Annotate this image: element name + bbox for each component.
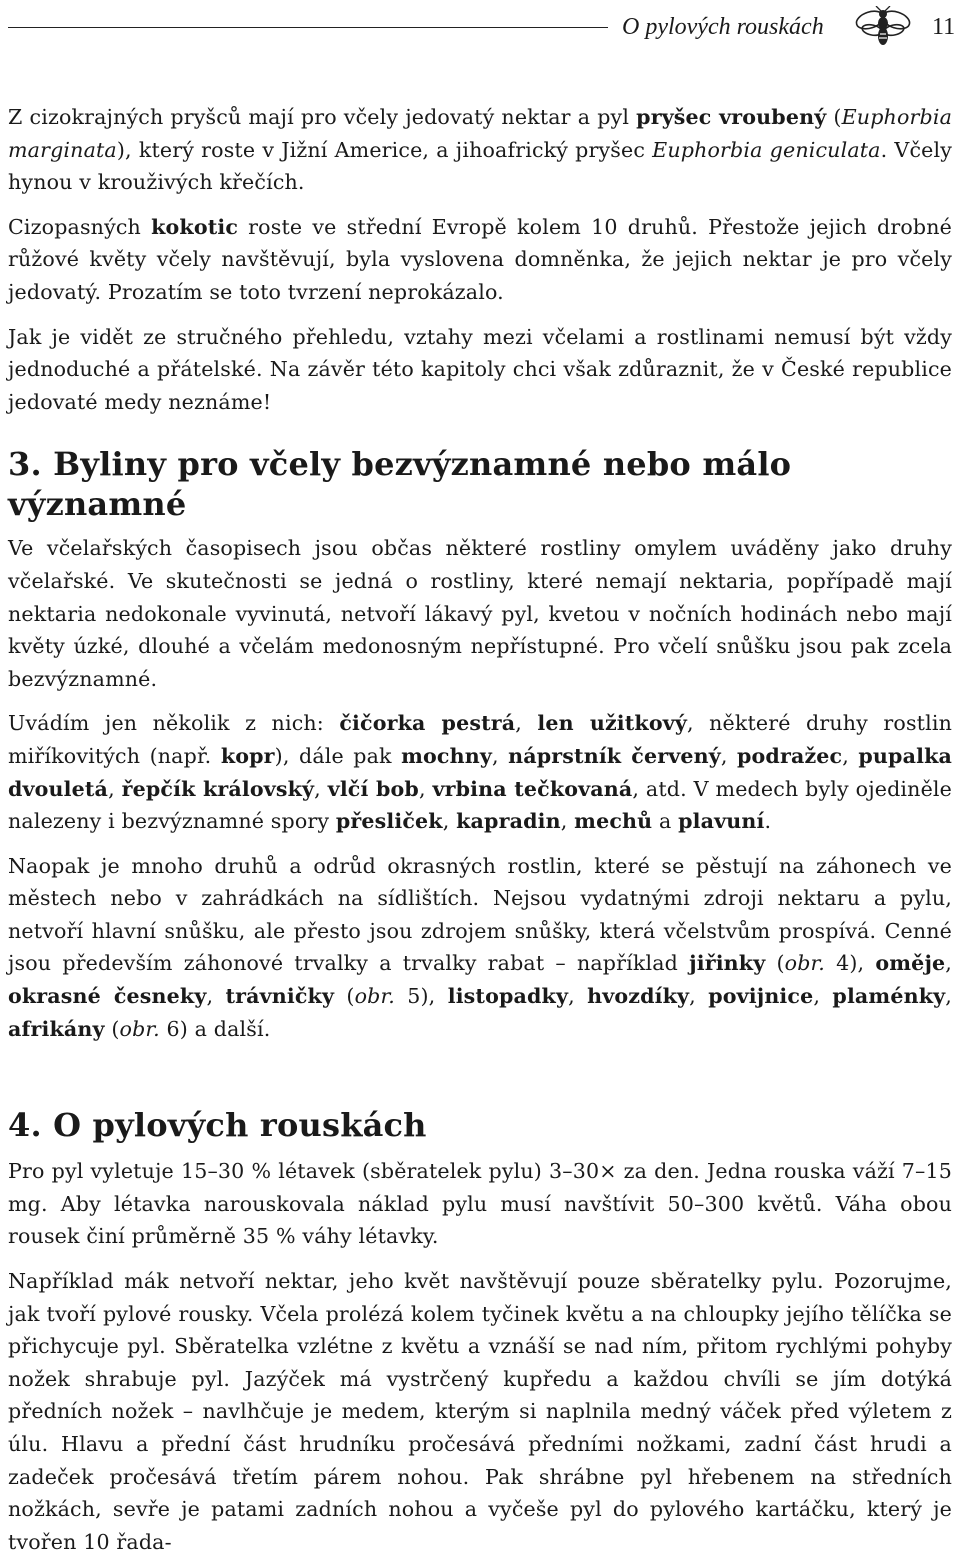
paragraph: Uvádím jen několik z nich: čičorka pestrá, len užitkový, některé druhy rostlin miříkovitých (např. kopr), dále pak mochny, náprstník červený, podražec, pupalka dvouletá, řepčík královský, vlčí bob, vrbina tečkovaná, atd. V medech byly ojediněle nalezeny i bezvýznamné spory přesliček, kapradin, mechů a plavuní. bbox=[8, 711, 952, 834]
paragraph: Ve včelařských časopisech jsou občas některé rostliny omylem uváděny jako druhy včelařské. Ve skutečnosti se jedná o rostliny, které nemají nektaria, popřípadě mají nektaria nedokonale vyvinutá, netvoří lákavý pyl, kvetou v nočních hodinách nebo mají květy úzké, dlouhé a včelám medonosným nepřístupné. Pro včelí snůšku jsou pak zcela bezvýznamné. bbox=[8, 536, 952, 691]
running-title: O pylových rouskách bbox=[622, 14, 824, 40]
bee-icon bbox=[854, 6, 912, 46]
section-heading: 3. Byliny pro včely bezvýznamné nebo málo významné bbox=[8, 445, 792, 524]
paragraph: Z cizokrajných pryšců mají pro včely jedovatý nektar a pyl pryšec vroubený (Euphorbia marginata), který roste v Jižní Americe, a jihoafrický pryšec Euphorbia geniculata. Včely hynou v krouživých křečích. bbox=[8, 105, 952, 195]
running-header bbox=[8, 6, 956, 50]
paragraph: Pro pyl vyletuje 15–30 % létavek (sběratelek pylu) 3–30× za den. Jedna rouska váží 7–15 mg. Aby létavka narouskovala náklad pylu musí navštívit 50–300 květů. Váha obou rousek činí průměrně 35 % váhy létavky. bbox=[8, 1159, 952, 1249]
paragraph: Jak je vidět ze stručného přehledu, vztahy mezi včelami a rostlinami nemusí být vždy jednoduché a přátelské. Na závěr této kapitoly chci však zdůraznit, že v České republice jedovaté medy neznáme! bbox=[8, 324, 952, 414]
page-number: 11 bbox=[932, 14, 956, 40]
paragraph: Naopak je mnoho druhů a odrůd okrasných rostlin, které se pěstují na záhonech ve městech nebo v zahrádkách na sídlištích. Nejsou vydatnými zdroji nektaru a pylu, netvoří hlavní snůšku, ale přesto jsou zdrojem snůšky, která včelstvům prospívá. Cenné jsou především záhonové trvalky a trvalky rabat – například jiřinky (obr. 4), oměje, okrasné česneky, trávničky (obr. 5), listopadky, hvozdíky, povijnice, plaménky, afrikány (obr. 6) a další. bbox=[8, 853, 952, 1041]
paragraph: Cizopasných kokotic roste ve střední Evropě kolem 10 druhů. Přestože jejich drobné růžové květy včely navštěvují, byla vyslovena domněnka, že jejich nektar je pro včely jedovatý. Prozatím se toto tvrzení neprokázalo. bbox=[8, 214, 952, 304]
page-content bbox=[8, 101, 952, 1558]
paragraph: Například mák netvoří nektar, jeho květ navštěvují pouze sběratelky pylu. Pozorujme, jak tvoří pylové rousky. Včela prolézá kolem tyčinek květu a na chloupky jejího tělíčka se přichycuje pyl. Sběratelka vzlétne z květu a vznáší se nad ním, přitom rychlými pohyby nožek shrabuje pyl. Jazýček má vystrčený kupředu a každou chvíli se jím dotýká předních nožek – navlhčuje je medem, kterým si naplnila medný váček před výletem z úlu. Hlavu a přední část hrudníku pročesává předními nožkami, zadní část hrudi a zadeček pročesává třetím párem nohou. Pak shrábne pyl hřebenem na středních nožkách, sevře je patami zadních nohou a vyčeše pyl do pylového kartáčku, který je tvořen 10 řada- bbox=[8, 1269, 952, 1554]
section-heading: 4. O pylových rouskách bbox=[8, 1106, 427, 1145]
header-rule bbox=[8, 27, 608, 28]
